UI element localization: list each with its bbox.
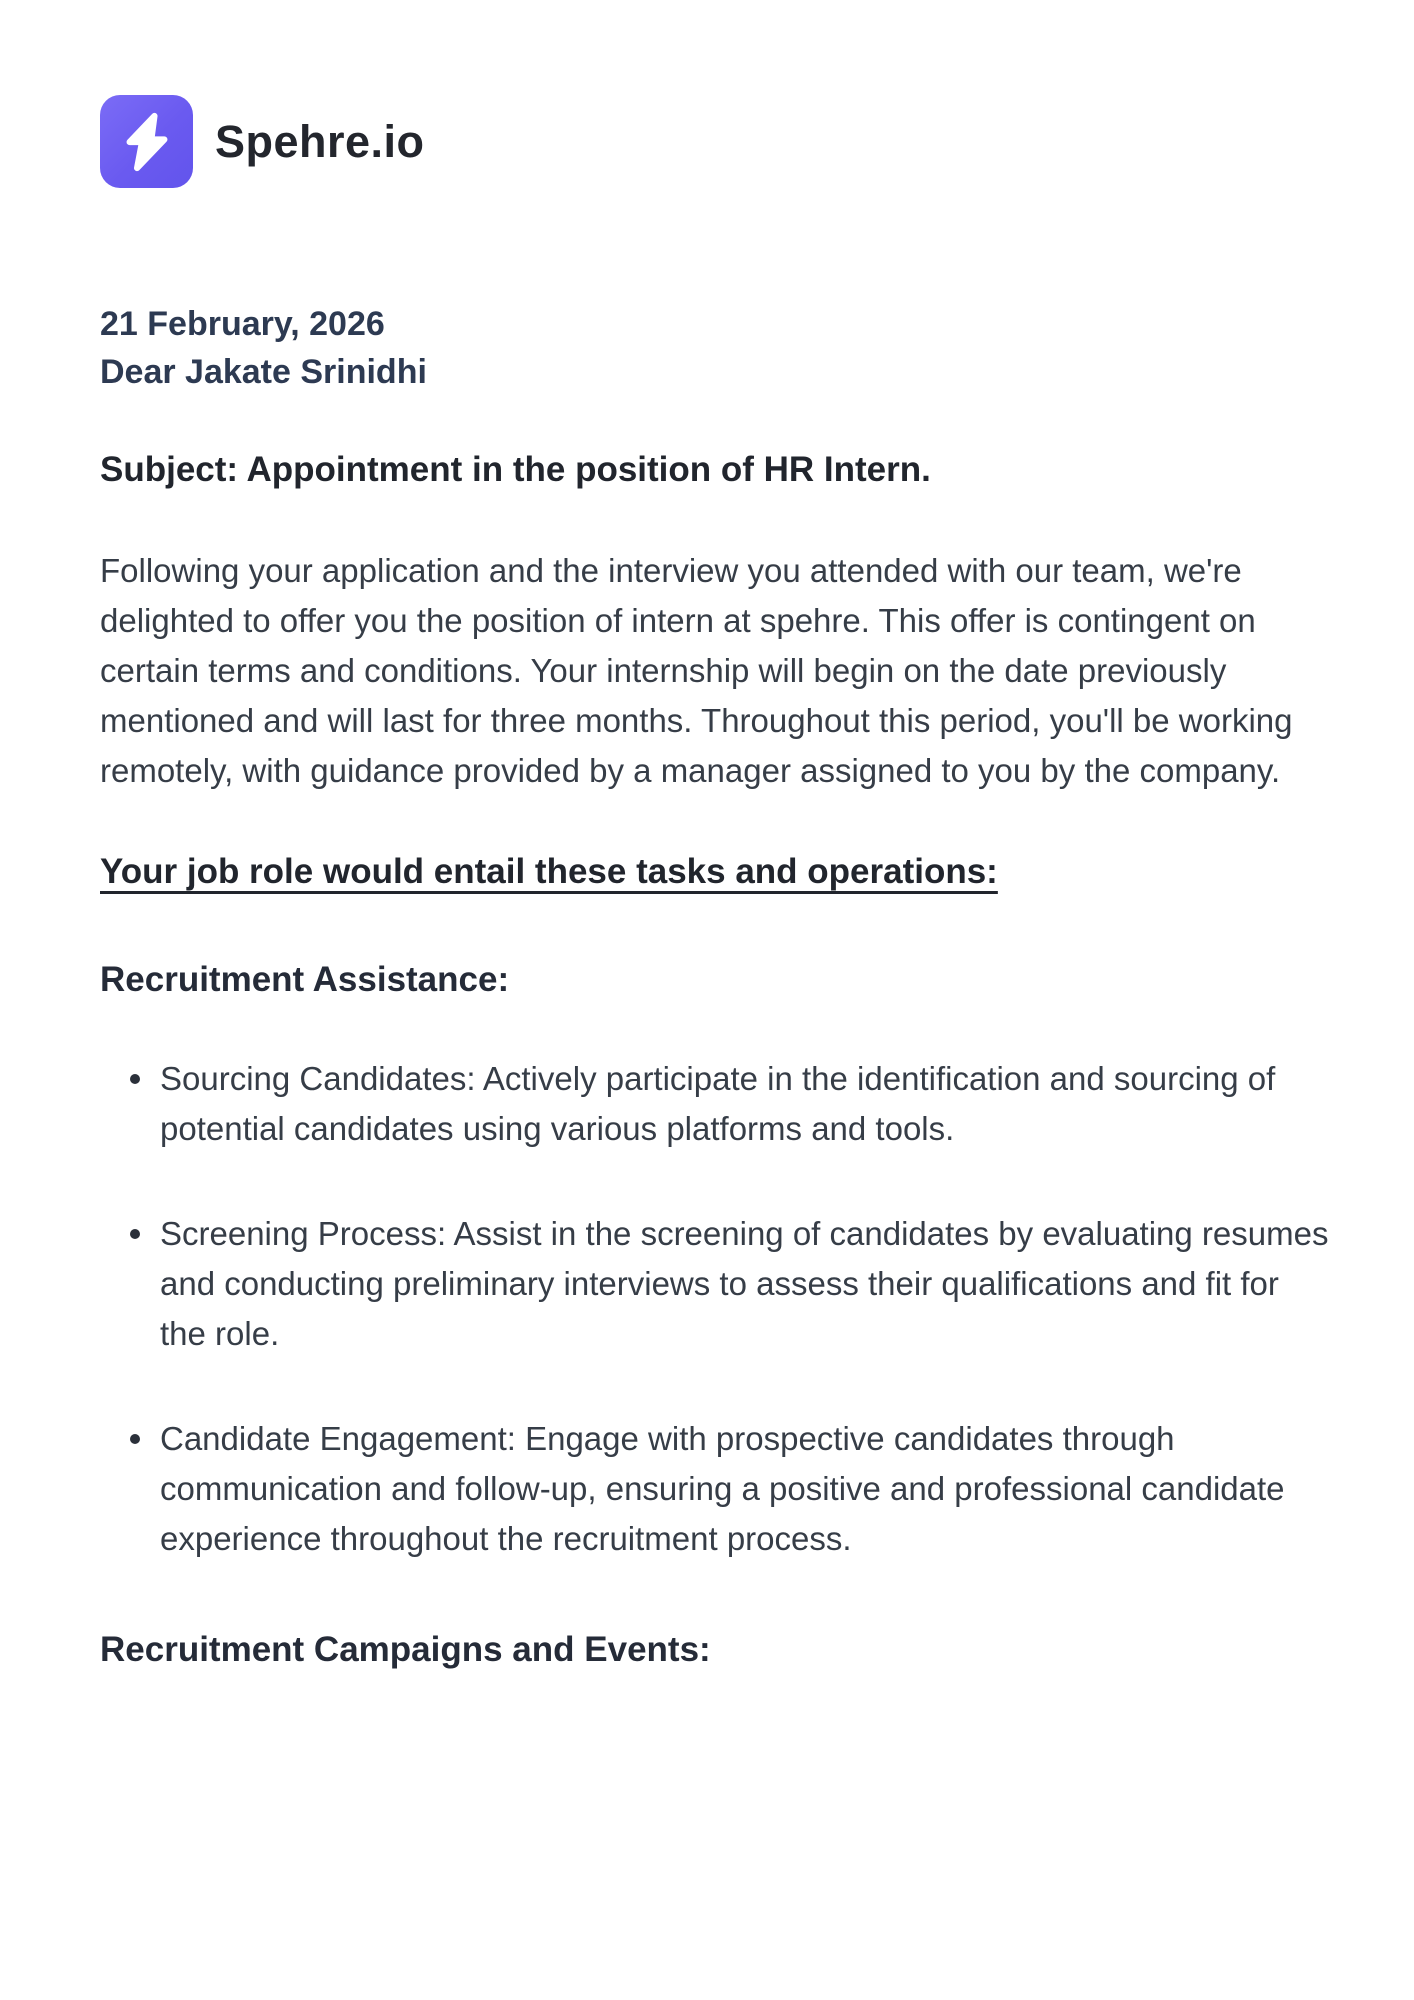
section-title-recruitment-assistance: Recruitment Assistance: xyxy=(100,960,510,999)
brand-name: Spehre.io xyxy=(215,115,425,167)
brand-header xyxy=(100,95,1330,188)
list-item: Sourcing Candidates: Actively participate in the identification and sourcing of potential candidates using various platforms and tools. xyxy=(100,1054,1330,1154)
recruitment-assistance-list xyxy=(100,1054,1330,1564)
section-title-recruitment-campaigns: Recruitment Campaigns and Events: xyxy=(100,1630,711,1669)
list-item: Candidate Engagement: Engage with prospective candidates through communication and follow-up, ensuring a positive and professional candidate experience throughout the recruitment process. xyxy=(100,1414,1330,1564)
bolt-s-icon xyxy=(116,111,178,173)
list-item: Screening Process: Assist in the screening of candidates by evaluating resumes and conducting preliminary interviews to assess their qualifications and fit for the role. xyxy=(100,1209,1330,1359)
letter-date: 21 February, 2026 xyxy=(100,305,385,343)
spehre-logo xyxy=(100,95,193,188)
subject-line: Subject: Appointment in the position of HR Intern. xyxy=(100,450,931,489)
date-greeting-block xyxy=(100,300,1330,396)
tasks-heading: Your job role would entail these tasks and operations: xyxy=(100,852,998,891)
letter-greeting: Dear Jakate Srinidhi xyxy=(100,353,427,391)
intro-paragraph: Following your application and the interview you attended with our team, we're delighted to offer you the position of intern at spehre. This offer is contingent on certain terms and conditions. Your internship will begin on the date previously mentioned and will last for three months. Throughout this period, you'll be working remotely, with guidance provided by a manager assigned to you by the company. xyxy=(100,552,1293,789)
